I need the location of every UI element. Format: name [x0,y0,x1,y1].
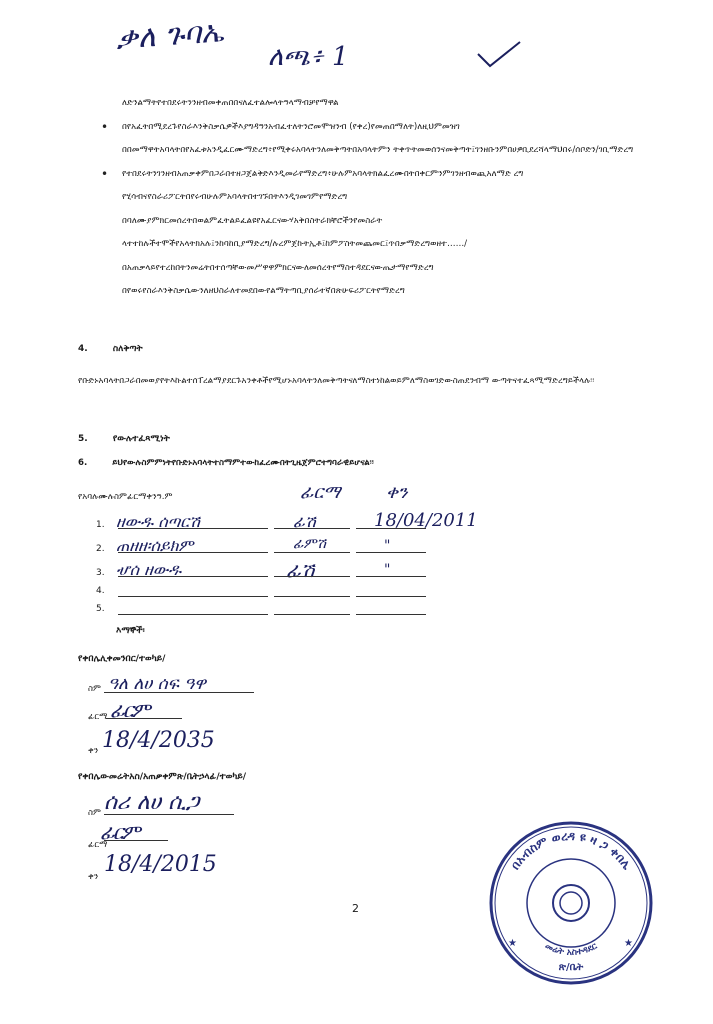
row-date: 18/04/2011 [374,510,478,531]
row-number: 1. [96,520,105,530]
stamp-inner-text: መሬት አስተዳደር [543,941,599,958]
star-icon: ★ [508,938,517,949]
section-title: የውሉተፈጻሚነት [112,434,170,444]
section-number: 5. [78,434,88,444]
name-line [118,604,268,615]
row-name: ዘውዱ ሰጣርሽ [116,512,200,531]
date-line [356,586,426,597]
date-line [356,604,426,615]
section-5-heading [78,434,170,444]
section-4-body: የቡድኑአባላትበጋራበመወያየትእኩልተሰፐረልማያደርጉአንቀቶችየሚሆኑአባላትንለመቅጣትናለማስተነከልወይምለማስወገድውስጠደንብማ ውጣትናተፈጻሚማድረግይችላሉ፡፡ [78,376,595,386]
row-date: " [384,538,391,554]
section-text: ይህየውሉስምምነትየቡድኑአባላትተስማምተውከፈረሙበትጊዜጀምሮተግባራዊይሆናል፡፡ [112,458,374,468]
name-line [118,518,268,529]
bullet-item: • በየአፈትበሚደረጉየስራእንቅስቃሴዎችእያግዳዓንአብፈተለትንሮመሞዝንብ (የቀረ)የመጠበማለት)ለዚህምመዝገ በበመማዋትአባላትበየአፈቱአንዲፈርሙማድረግ፥የሚቀሩአባላትንለመቅጣትበአባላትምን ትቀጥትመወሰንናመቅጣት፤ገንዘቡንምበሀዎቢደረሻላማህበሩ/ሰቦድን/ገቢማድረግ [110,116,662,163]
signature-line [274,604,350,615]
date-line [356,566,426,577]
star-icon: ★ [624,938,633,949]
receiver-1-date: 18/4/2035 [102,728,215,753]
name-line [118,542,268,553]
bullet-item: • ላተተከሉችተሞችየአላትክአሉ፤ንከባከቢያማድረግ/ሉረምጀኩትኢቶ፤ከምፖስትመጨመር፤ጥበቃማድረግወዘተ……/ [110,233,670,257]
receiver-1-label: የቀበሌሊቀመንበር/ተወካይ/ [78,654,166,664]
name-line [118,586,268,597]
checkmark-icon [476,40,522,70]
row-number: 2. [96,544,105,554]
receiver-2-date: 18/4/2015 [104,852,217,877]
receiver-2-name-line [104,804,234,815]
bullet-item: • የተበደሩትንገንዘብአጠቃቀምበጋራበተዘጋጀልቅድእንዲመራየማድረግ፥ሁሉምአባላትክልፈረሙበትበቀርምንምገንዘብወጪአለማድ ረግ [110,163,662,187]
receiver-1-name-line [104,682,254,693]
receiver-2-signature: ፊርም [100,820,139,844]
table-row [88,602,448,622]
section-number: 4. [78,344,88,354]
receiver-1-name: ዓለ ለሀ ሰፍ ዓዋ [108,674,206,694]
signature-line [274,542,350,553]
row-name: ጠዘዘ፡ሰይክም [116,536,194,555]
row-signature: ፊምሽ [293,536,326,552]
row-signature: ፊሽ [293,512,316,531]
signature-column-header: ፊርማ [300,482,341,503]
receiver-2-sign-label: ፊርማ [88,840,108,850]
signature-line [274,566,350,577]
receiver-1-name-label: ስም [88,684,102,694]
row-name: ሇሰ ዘውዱ [116,560,182,579]
bullet-item: • በባለሙያምክርመሰረትበወልምፈትልይፈልዩየአፈርናውሃአቅበስትራክቸሮችንየመስራት [110,210,670,234]
section-4-heading [78,344,143,354]
receiver-2-sign-line [104,830,168,841]
receiver-2-date-label: ቀን [88,872,99,882]
row-number: 4. [96,586,105,596]
section-title: ስለቅጣት [112,344,143,354]
receiver-1-sign-label: ፊርማ [88,712,108,722]
date-line [356,542,426,553]
signature-line [274,586,350,597]
bullet-item: • የሂሳብናየስራሪፖርትበየሩብሁሉምአባላትበተገኙበትእንዲገመገምየማድረግ [110,186,670,210]
section-6 [78,452,374,474]
bullet-list [110,92,670,304]
receiver-2-name: ሰሪ ለሀ ሲጋ [104,790,200,815]
row-number: 3. [96,568,105,578]
bullet-item: • በአጠቃላይየተረከበትንመሬትበተሰጣቸውመሥዋዋምክርናውለመሰረትየማስተዳደርናውጤታማየማድረግ [110,257,670,281]
stamp-outer-text: በአብስም ወረዳ ዩ ዛ ጋ ቀበሌ [507,828,635,873]
bullet-item: • ለድንልማትየተበደሩትንንዘብመቀጠበበናለፈተልሎላትዓላማብቻየማዋል [110,92,670,116]
bullet-item: • በየወሩየስራእንቅስቃሴውንለዘህስራለተመደበውየልማትጣቢያሰራተኛበጽሁፍሪፖርትየማድረግ [110,280,670,304]
receiver-1-sign-line [106,708,182,719]
page-number: 2 [352,902,359,915]
receiver-1-date-label: ቀን [88,746,99,756]
row-signature: ፊሽ [286,558,315,582]
row-date: " [384,562,391,578]
row-number: 5. [96,604,105,614]
stamp-bottom-text: ጽ/ቤት [558,962,584,973]
receiver-2-name-label: ስም [88,808,102,818]
name-line [118,566,268,577]
signature-line [274,518,350,529]
witnesses-label: እማኞች፡ [116,626,145,636]
receiver-2-label: የቀበሌውመሬትአስ/አጠቃቀምጽ/ቤትኃላፊ/ተወካይ/ [78,772,247,782]
table-row [88,582,448,602]
section-number: 6. [78,458,88,468]
date-line [356,518,426,529]
date-column-header: ቀን [386,482,408,503]
handwritten-header: ቃለ ጉባኤ [114,14,225,57]
handwritten-page-label: ለጫ፥ 1 [268,42,349,72]
signatories-label: የአባሉሙሉስምፊርማቀንዓ.ም [78,492,173,502]
receiver-1-signature: ፊርም [110,698,149,722]
official-stamp [486,818,656,988]
